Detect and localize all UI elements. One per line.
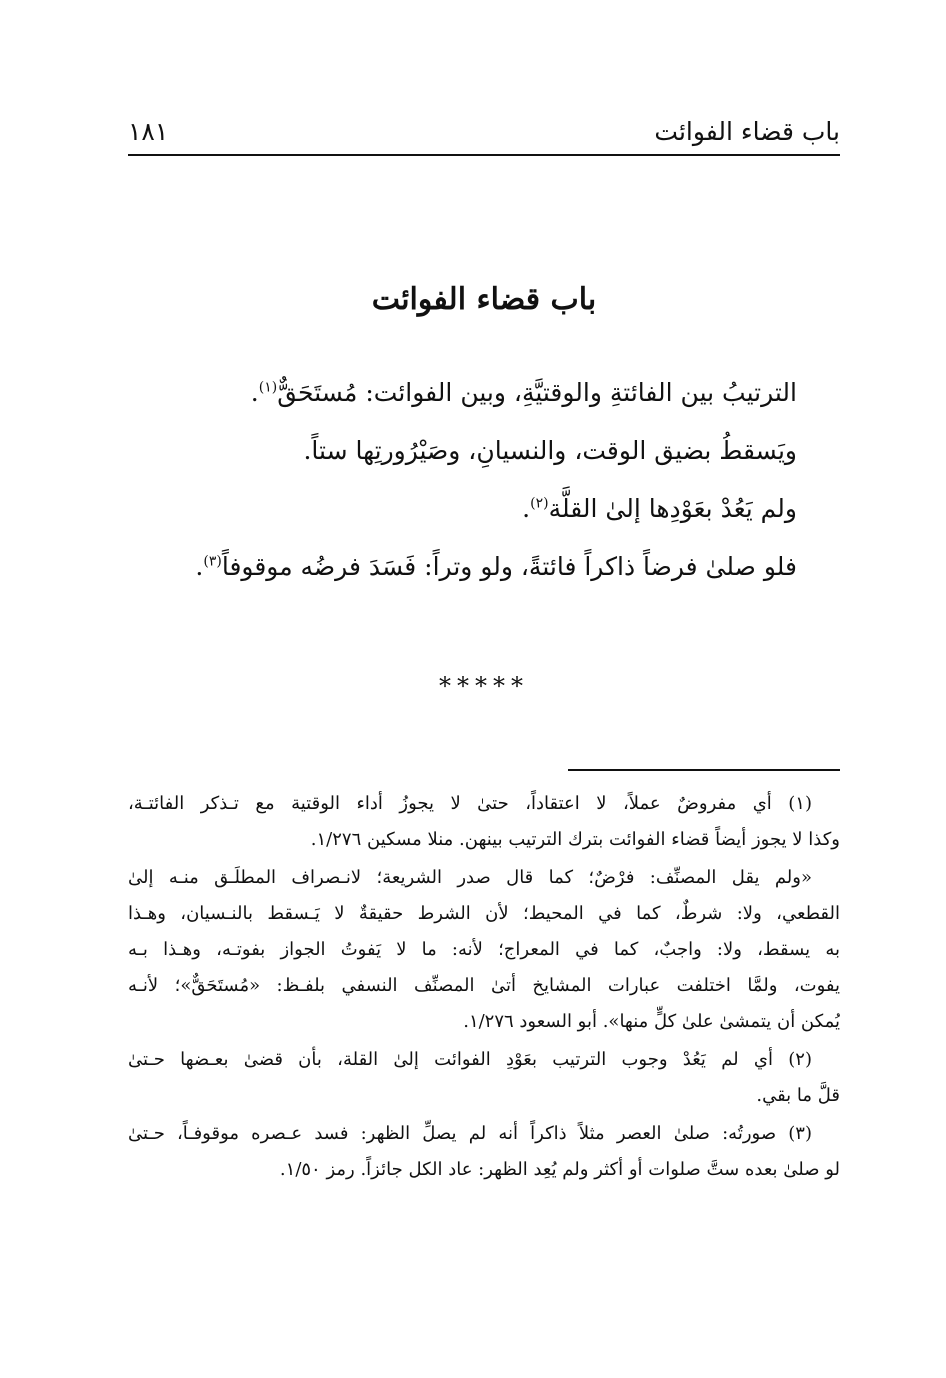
chapter-title: باب قضاء الفوائت [371, 282, 597, 317]
footnote-line: (٢) أي لم يَعُدْ وجوب الترتيب بعَوْدِ الفوائت إلىٰ القلة، بأن قضىٰ بعـضها حـتىٰ [128, 1049, 812, 1070]
footnote-ref: (٢) [530, 495, 549, 512]
footnote-line: (٣) صورتُه: صلىٰ العصر مثلاً ذاكراً أنه لم يصلِّ الظهر: فسد عـصره موقوفـاً، حـتىٰ [128, 1123, 812, 1144]
running-header [128, 112, 840, 152]
main-text-line: الترتيبُ بين الفائتةِ والوقتيَّةِ، وبين الفوائت: مُستَحَقٌّ$^{(١)}$. [250, 378, 797, 407]
footnote-line: لو صلىٰ بعده ستَّ صلوات أو أكثر ولم يُعِد الظهر: عاد الكل جائزاً. رمز ١/٥٠. [279, 1159, 840, 1180]
footnote-line: يُمكن أن يتمشىٰ علىٰ كلٍّ منها». أبو السعود ١/٢٧٦. [463, 1011, 840, 1032]
header-rule [128, 154, 840, 156]
footnote-line: قلَّ ما بقي. [756, 1085, 840, 1106]
main-text-line: ولم يَعُدْ بعَوْدِها إلىٰ القلَّة$^{(٢)}$. [522, 494, 797, 523]
footnote-line: (١) أي مفروضٌ عملاً، لا اعتقاداً، حتىٰ لا يجوزُ أداء الوقتية مع تـذكر الفائتـة، [128, 793, 812, 814]
footnote-2 [128, 1042, 840, 1114]
footnote-line: وكذا لا يجوز أيضاً قضاء الفوائت بترك الترتيب بينهن. منلا مسكين ١/٢٧٦. [310, 829, 840, 850]
main-text-line: فلو صلىٰ فرضاً ذاكراً فائتةً، ولو وتراً: فَسَدَ فرضُه موقوفاً$^{(٣)}$. [195, 552, 797, 581]
footnote-ref: (١) [258, 379, 278, 396]
footnote-1 [128, 786, 840, 858]
page-number: ١٨١ [128, 117, 169, 146]
running-title: باب قضاء الفوائت [654, 117, 840, 146]
main-text-line: ويَسقطُ بضيق الوقت، والنسيانِ، وصَيْرُورتِها ستاً. [303, 436, 797, 465]
footnotes [128, 786, 840, 1190]
footnote-rule [568, 769, 840, 771]
footnote-3 [128, 1116, 840, 1188]
footnote-1-quote [128, 860, 840, 1040]
footnote-ref: (٣) [203, 553, 222, 570]
footnote-line: القطعي، ولا: شرطٌ، كما في المحيط؛ لأن الشرط حقيقةٌ لا يَـسقط بالنـسيان، وهـذا [128, 903, 840, 924]
main-text [180, 364, 797, 596]
footnote-line: «ولم يقل المصنِّف: فرْضٌ؛ كما قال صدر الشريعة؛ لانـصراف المطلَـق منـه إلىٰ [128, 867, 812, 888]
footnote-line: يفوت، ولمَّا اختلفت عبارات المشايخ أتىٰ المصنِّف النسفي بلفـظ: «مُستَحَقٌّ»؛ لأنـه [128, 975, 840, 996]
footnote-line: به يسقط، ولا: واجبٌ، كما في المعراج؛ لأنه: ما لا يَفوتُ الجواز بفوتـه، وهـذا بـه [128, 939, 840, 960]
section-separator: ***** [439, 672, 529, 700]
